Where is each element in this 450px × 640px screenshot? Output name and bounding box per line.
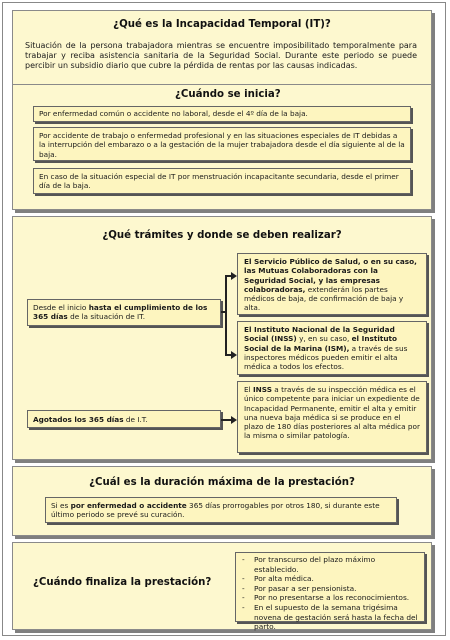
right2-bold1: El Instituto Nacional de la Seguridad Social (INSS) — [244, 325, 395, 344]
right2-mid: y, en su caso, — [296, 334, 352, 344]
procedures-right-inss-competent — [237, 381, 427, 453]
start-item-1-text: Por enfermedad común o accidente no laboral, desde el 4º día de la baja. — [39, 109, 308, 118]
right1-bold: El Servicio Público de Salud, o en su caso, las Mutuas Colaboradoras con la Seguridad Social, y las empresas colaboradoras, — [244, 257, 417, 294]
section-max-duration-title: ¿Cuál es la duración máxima de la prestación? — [89, 477, 355, 488]
right3-post: a través de su inspección médica es el único competente para iniciar un expediente de Incapacidad Permanente, emitir el alta y emitir una nueva baja médica si se produce en el plazo de 180 días posteriores al alta médica por la misma o similar patología. — [244, 385, 420, 441]
end-item: - Por pasar a ser pensionista. — [240, 584, 420, 594]
left1-pre: Desde el inicio — [33, 303, 89, 312]
end-item: - En el supuesto de la semana trigésima novena de gestación será hasta la fecha del parto. — [240, 603, 420, 632]
right3-pre: El — [244, 385, 253, 394]
connector-1-vertical — [225, 275, 227, 356]
section-max-duration — [12, 466, 432, 536]
section-end — [12, 542, 432, 630]
left2-post: de I.T. — [123, 415, 148, 424]
end-conditions-list — [235, 552, 425, 632]
right2-bold2: el Instituto Social de la Marina (ISM), — [244, 334, 398, 353]
max-duration-bold: por enfermedad o accidente — [70, 501, 187, 510]
start-item-1 — [33, 106, 411, 122]
left1-bold: hasta el cumplimiento de los 365 días — [33, 303, 208, 322]
start-item-3 — [33, 168, 411, 194]
max-duration-post: 365 días prorrogables por otros 180, si durante este último periodo se prevé su curación. — [51, 501, 380, 520]
section-procedures — [12, 216, 432, 460]
right3-bold: INSS — [252, 385, 272, 394]
section-when-start-title: ¿Cuándo se inicia? — [175, 89, 281, 100]
procedures-left-first-365 — [27, 299, 221, 326]
procedures-right-inss — [237, 321, 427, 375]
end-item: - Por transcurso del plazo máximo establecido. — [240, 555, 420, 574]
section-what-is-it-text: Situación de la persona trabajadora mientras se encuentre imposibilitado temporalmente para trabajar y reciba asistencia sanitaria de la Seguridad Social. Durante este periodo se puede percibir un subsidio diario que cubre la pérdida de rentas por las causas indicadas. — [25, 41, 417, 70]
left2-bold: Agotados los 365 días — [33, 415, 124, 424]
right2-post: a través de sus inspectores médicos pueden emitir el alta médica a todos los efectos. — [244, 343, 408, 372]
end-item: - Por alta médica. — [240, 574, 420, 584]
procedures-left-after-365 — [27, 410, 221, 428]
start-item-3-text: En caso de la situación especial de IT por menstruación incapacitante secundaria, desde el primer día de la baja. — [39, 172, 399, 191]
max-duration-text-box — [45, 497, 397, 523]
right1-post: extenderán los partes médicos de baja, de confirmación de baja y alta. — [244, 284, 404, 313]
left1-post: de la situación de IT. — [67, 312, 146, 322]
section-end-title: ¿Cuándo finaliza la prestación? — [33, 577, 212, 588]
max-duration-pre: Si es — [51, 501, 71, 510]
end-item: - Por no presentarse a los reconocimientos. — [240, 593, 420, 603]
section-procedures-title: ¿Qué trámites y donde se deben realizar? — [102, 230, 342, 241]
procedures-right-health-service — [237, 253, 427, 315]
start-item-2 — [33, 127, 411, 161]
section-when-start — [12, 84, 432, 210]
section-what-is-it-title: ¿Qué es la Incapacidad Temporal (IT)? — [113, 19, 331, 30]
start-item-2-text: Por accidente de trabajo o enfermedad profesional y en las situaciones especiales de IT debidas a la interrupción del embarazo o a la gestación de la mujer trabajadora desde el día siguiente al de la baja. — [39, 131, 405, 159]
